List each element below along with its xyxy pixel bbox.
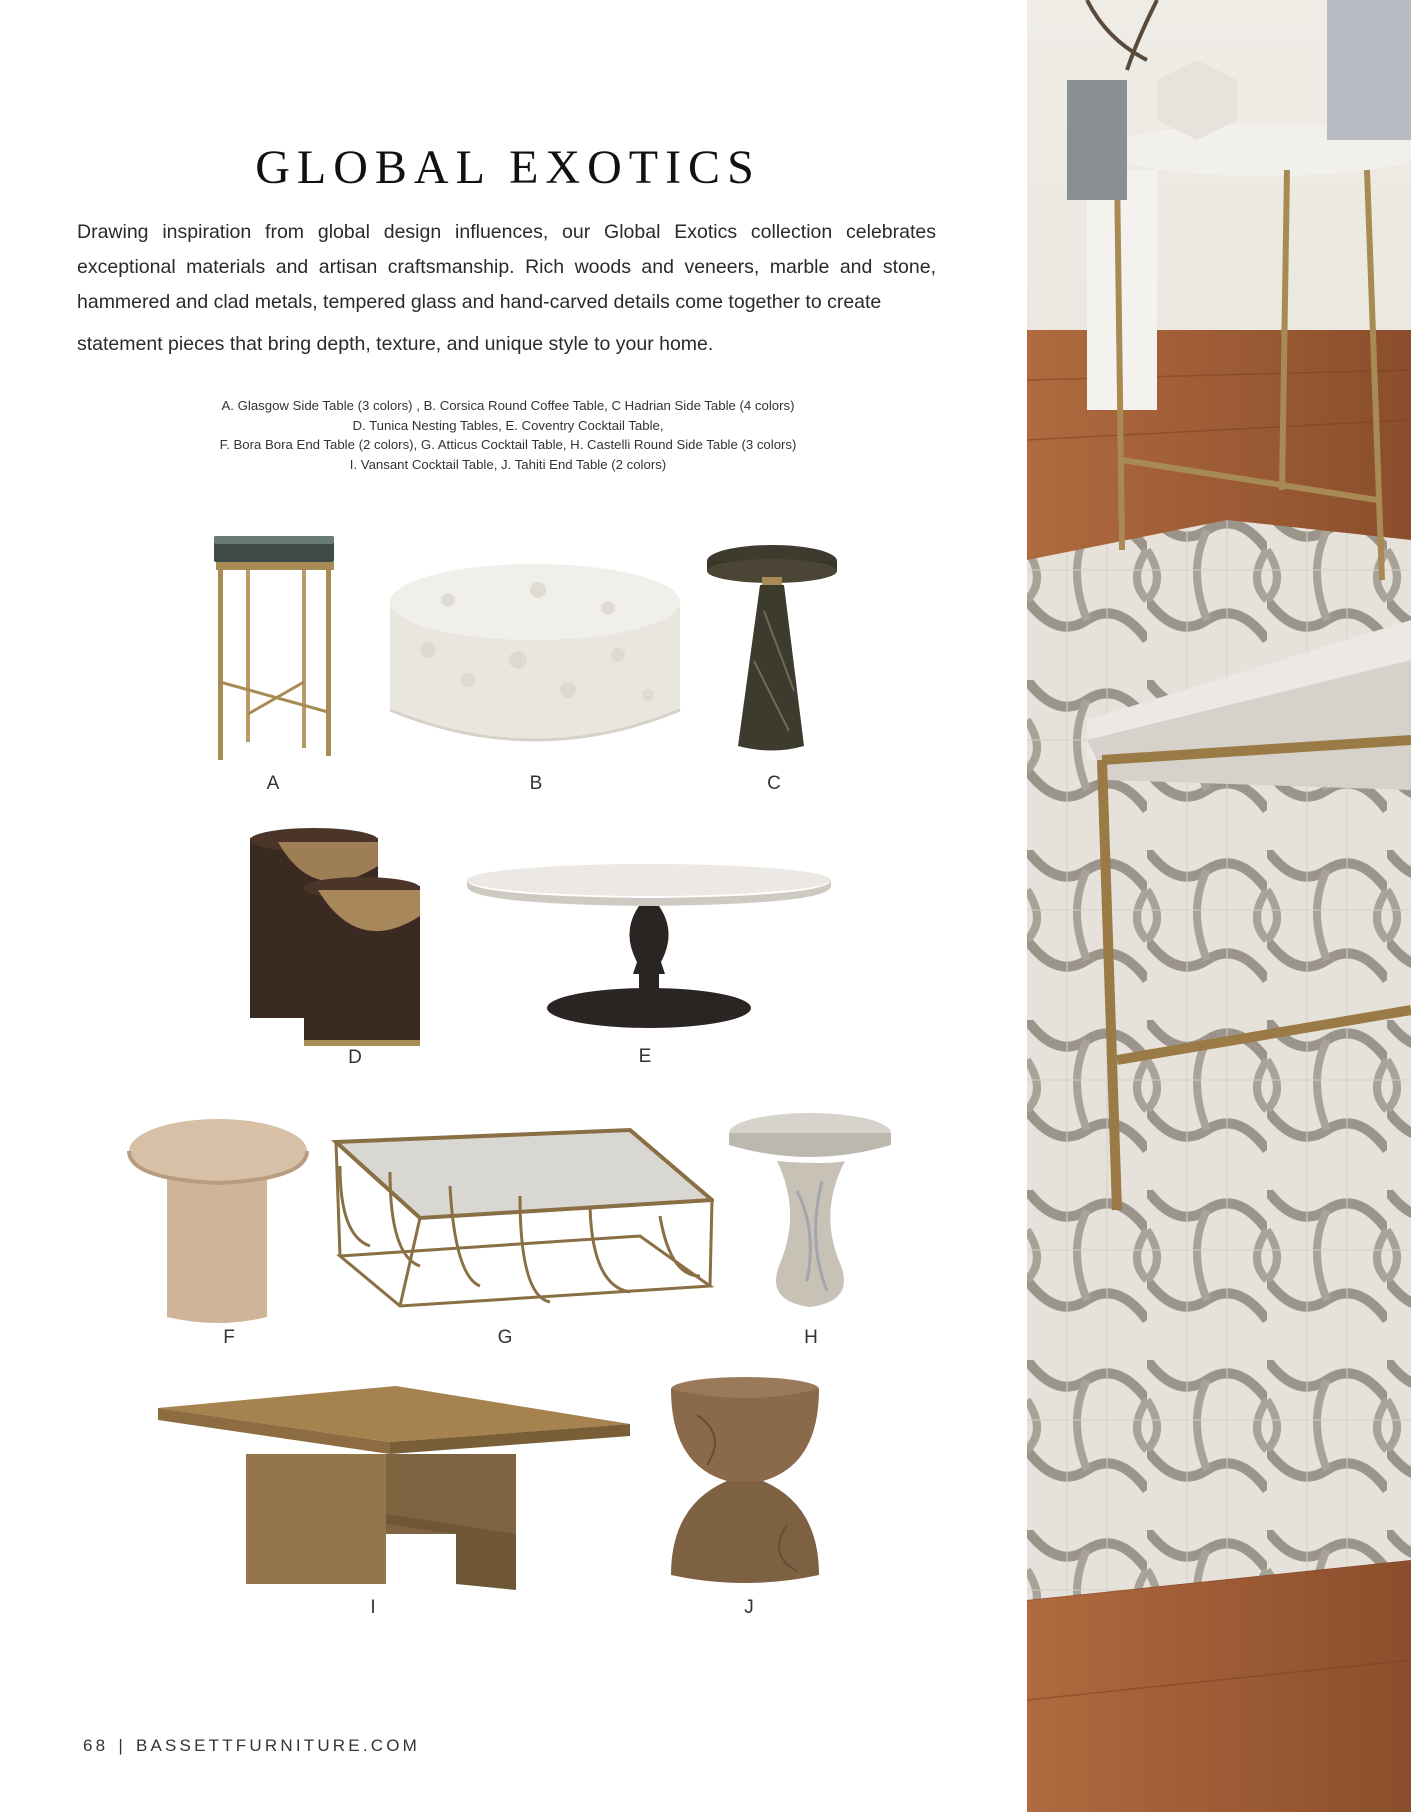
product-letter-b: B xyxy=(529,773,543,794)
product-c-image xyxy=(704,541,840,755)
product-g-image xyxy=(330,1126,714,1310)
hadrian-side-table-icon xyxy=(704,541,840,755)
page-title: GLOBAL EXOTICS xyxy=(255,141,761,194)
caption-line: A. Glasgow Side Table (3 colors) , B. Corsica Round Coffee Table, C Hadrian Side Table (4 colors) xyxy=(221,398,795,413)
product-j-image xyxy=(667,1375,823,1589)
product-letter-g: G xyxy=(497,1327,513,1348)
website-link[interactable]: BASSETTFURNITURE.COM xyxy=(135,1736,420,1755)
product-letter-j: J xyxy=(744,1597,754,1618)
footer-separator: | xyxy=(118,1736,126,1755)
intro-paragraph xyxy=(77,215,936,362)
intro-body: Drawing inspiration from global design influences, our Global Exotics collection celebrates exceptional materials and artisan craftsmanship. Rich woods and veneers, marble and stone, hammered and clad metals, tempered glass and hand-carved details come together to create xyxy=(77,221,936,313)
coventry-cocktail-table-icon xyxy=(465,862,833,1030)
glasgow-side-table-icon xyxy=(210,532,340,764)
castelli-round-side-table-icon xyxy=(727,1111,893,1311)
page-footer xyxy=(83,1736,420,1756)
product-a-image xyxy=(210,532,340,764)
product-letter-e: E xyxy=(638,1046,652,1067)
product-caption xyxy=(0,396,1016,474)
caption-line: I. Vansant Cocktail Table, J. Tahiti End Table (2 colors) xyxy=(349,456,667,472)
tahiti-end-table-icon xyxy=(667,1375,823,1589)
product-letter-d: D xyxy=(348,1047,362,1068)
product-d-image xyxy=(248,826,424,1048)
corsica-round-coffee-table-icon xyxy=(388,560,682,762)
caption-line: F. Bora Bora End Table (2 colors), G. Atticus Cocktail Table, H. Castelli Round Side Table (3 colors) xyxy=(219,437,797,452)
atticus-cocktail-table-icon xyxy=(330,1126,714,1310)
product-f-image xyxy=(127,1117,309,1325)
lifestyle-photo xyxy=(1027,0,1411,1812)
product-b-image xyxy=(388,560,682,762)
bora-bora-end-table-icon xyxy=(127,1117,309,1325)
product-letter-c: C xyxy=(767,773,781,794)
product-letter-f: F xyxy=(223,1327,235,1348)
vansant-cocktail-table-icon xyxy=(156,1384,632,1590)
product-letter-a: A xyxy=(266,773,280,794)
page-number: 68 xyxy=(83,1736,109,1755)
product-h-image xyxy=(727,1111,893,1311)
room-scene-icon xyxy=(1027,0,1411,1812)
product-i-image xyxy=(156,1384,632,1590)
product-letter-h: H xyxy=(804,1327,818,1348)
product-letter-i: I xyxy=(370,1597,376,1618)
caption-line: D. Tunica Nesting Tables, E. Coventry Cocktail Table, xyxy=(352,417,664,433)
product-e-image xyxy=(465,862,833,1030)
intro-last-line: statement pieces that bring depth, texture, and unique style to your home. xyxy=(77,333,714,355)
tunica-nesting-tables-icon xyxy=(248,826,424,1048)
